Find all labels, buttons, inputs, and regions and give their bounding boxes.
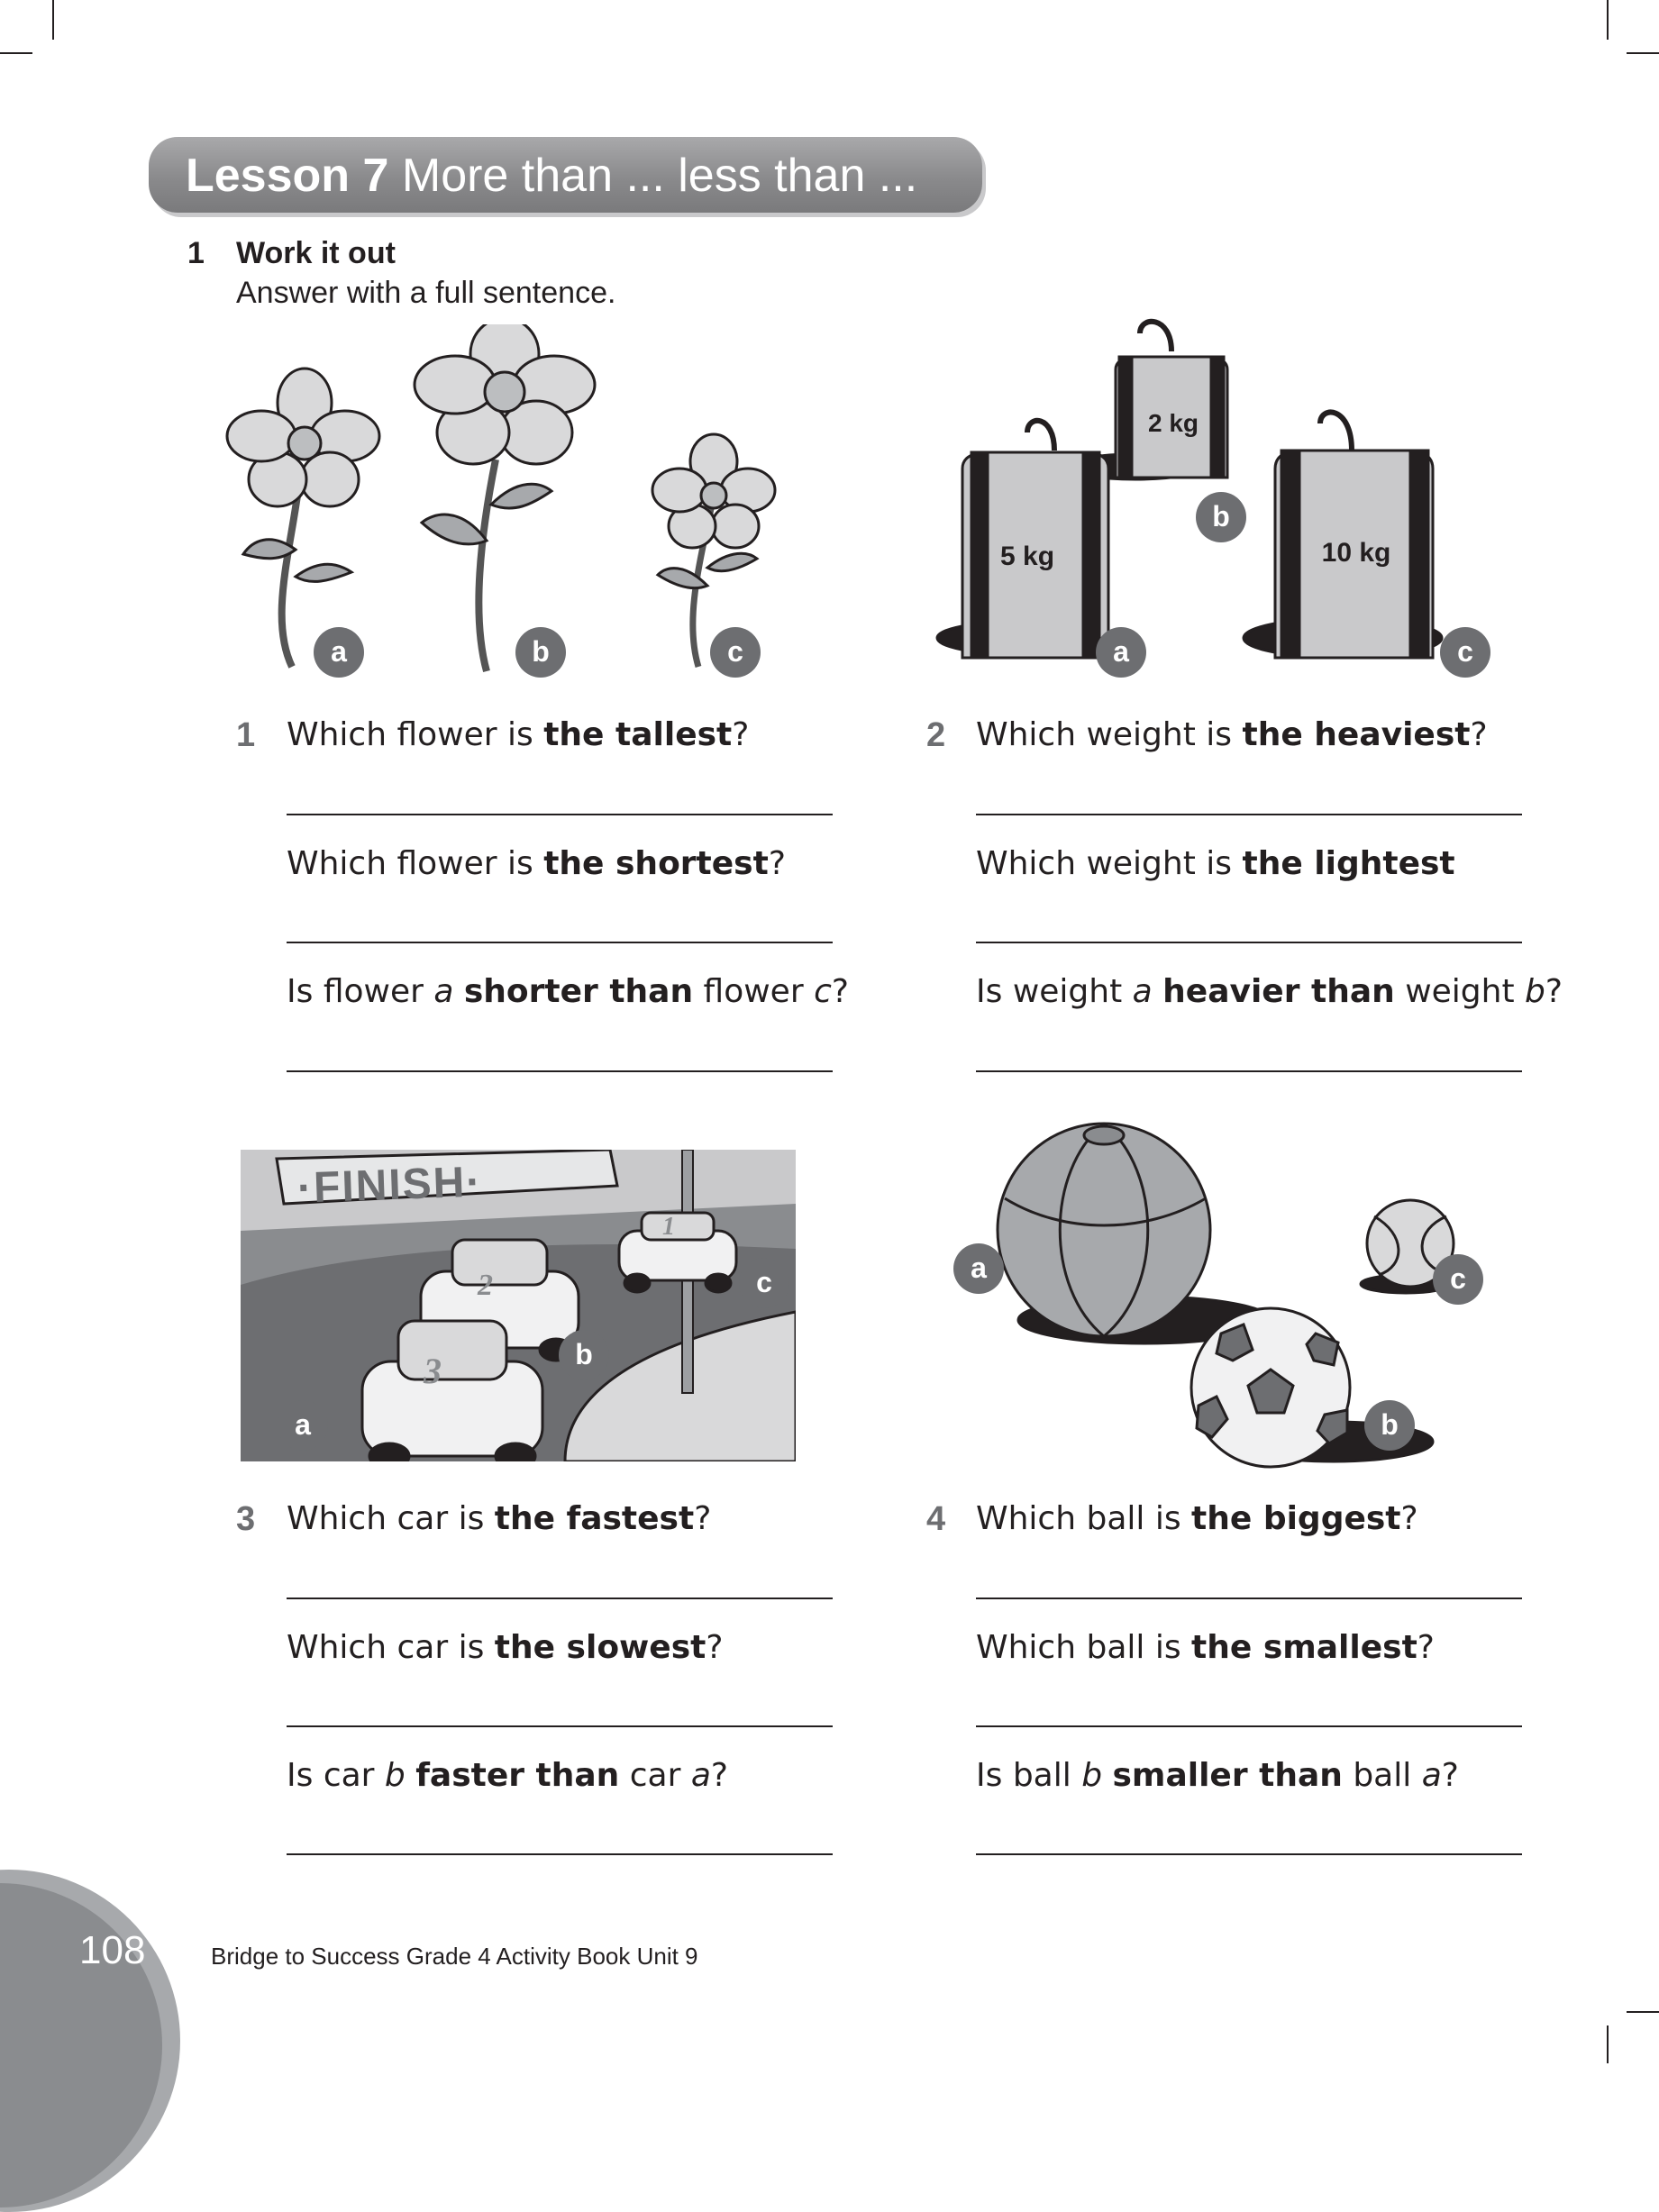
- emphasis-text: shorter than: [463, 973, 694, 1010]
- question-1-line-1: [287, 716, 749, 753]
- question-text: Is car: [287, 1757, 385, 1794]
- label-letter: a: [1421, 1757, 1442, 1794]
- weights-illustration: [919, 297, 1496, 676]
- question-text: [1102, 1757, 1112, 1794]
- label-letter: a: [690, 1757, 711, 1794]
- answer-line[interactable]: [287, 1853, 833, 1855]
- emphasis-text: smaller than: [1112, 1757, 1343, 1794]
- question-text: ?: [694, 1500, 712, 1537]
- crop-mark: [1627, 2011, 1659, 2013]
- page-number: 108: [79, 1928, 146, 1972]
- question-4-line-2: [976, 1629, 1435, 1666]
- question-2-line-2: [976, 845, 1455, 882]
- question-1-line-2: [287, 845, 786, 882]
- question-text: ?: [732, 716, 750, 753]
- emphasis-text: the shortest: [543, 845, 769, 882]
- flowers-illustration: [216, 324, 793, 685]
- footer-series: Bridge to Success: [211, 1943, 400, 1970]
- question-text: Which weight is: [976, 716, 1243, 753]
- answer-line[interactable]: [287, 1070, 833, 1072]
- question-text: ball: [1342, 1757, 1422, 1794]
- question-1-number: 1: [236, 716, 256, 754]
- car-a-label: a: [278, 1400, 328, 1451]
- question-4-number: 4: [926, 1500, 946, 1538]
- question-text: [1153, 973, 1162, 1010]
- answer-line[interactable]: [976, 1598, 1522, 1599]
- emphasis-text: faster than: [415, 1757, 620, 1794]
- crop-mark: [1627, 52, 1659, 54]
- label-letter: b: [384, 1757, 406, 1794]
- weight-a-marking: 5 kg: [999, 542, 1055, 571]
- weight-b-marking: 2 kg: [1147, 409, 1199, 437]
- label-letter: b: [1081, 1757, 1103, 1794]
- answer-line[interactable]: [287, 1598, 833, 1599]
- flower-a-label: a: [314, 627, 364, 678]
- weight-a-label: a: [1096, 627, 1146, 678]
- question-text: ?: [768, 845, 786, 882]
- footer-credit: [211, 1943, 698, 1971]
- question-text: Which flower is: [287, 716, 544, 753]
- weight-b-label: b: [1196, 492, 1246, 542]
- weight-c-label: c: [1440, 627, 1490, 678]
- footer-book: Grade 4 Activity Book Unit 9: [406, 1943, 698, 1970]
- question-text: Is weight: [976, 973, 1133, 1010]
- crop-mark: [1607, 0, 1609, 40]
- question-text: [453, 973, 463, 1010]
- answer-line[interactable]: [976, 1725, 1522, 1727]
- flower-b-label: b: [515, 627, 566, 678]
- emphasis-text: the slowest: [494, 1629, 706, 1666]
- question-text: Which car is: [287, 1629, 495, 1666]
- crop-mark: [52, 0, 54, 40]
- question-text: Which ball is: [976, 1500, 1192, 1537]
- crop-mark: [1607, 2025, 1609, 2063]
- question-text: flower: [693, 973, 815, 1010]
- exercise-instruction: Answer with a full sentence.: [236, 276, 616, 310]
- question-1-line-3: [287, 973, 849, 1010]
- question-text: ?: [831, 973, 849, 1010]
- label-letter: b: [1525, 973, 1545, 1010]
- label-letter: a: [1132, 973, 1153, 1010]
- question-3-line-1: [287, 1500, 711, 1537]
- question-4-line-1: [976, 1500, 1418, 1537]
- question-2-line-3: [976, 973, 1563, 1010]
- emphasis-text: the biggest: [1191, 1500, 1401, 1537]
- question-3-line-3: [287, 1757, 728, 1794]
- question-3-line-2: [287, 1629, 723, 1666]
- lesson-title: [186, 144, 917, 207]
- balls-illustration: [991, 1117, 1496, 1478]
- car-b-label: b: [559, 1330, 609, 1380]
- car-number-3: 3: [424, 1351, 442, 1391]
- question-text: ?: [1441, 1757, 1459, 1794]
- question-3-number: 3: [236, 1500, 256, 1538]
- question-text: Is ball: [976, 1757, 1082, 1794]
- label-letter: c: [814, 973, 832, 1010]
- answer-line[interactable]: [976, 814, 1522, 815]
- question-text: ?: [1470, 716, 1488, 753]
- question-text: Is flower: [287, 973, 434, 1010]
- exercise-title: Work it out: [236, 236, 396, 270]
- answer-line[interactable]: [976, 1853, 1522, 1855]
- emphasis-text: the tallest: [543, 716, 733, 753]
- answer-line[interactable]: [287, 814, 833, 815]
- weight-c-marking: 10 kg: [1321, 538, 1391, 568]
- question-2-number: 2: [926, 716, 946, 754]
- question-text: ?: [706, 1629, 724, 1666]
- question-text: ?: [710, 1757, 729, 1794]
- answer-line[interactable]: [287, 1725, 833, 1727]
- question-text: ?: [1400, 1500, 1418, 1537]
- crop-mark: [0, 52, 32, 54]
- label-letter: a: [433, 973, 454, 1010]
- answer-line[interactable]: [287, 942, 833, 943]
- question-text: [406, 1757, 415, 1794]
- car-number-1: 1: [662, 1213, 675, 1241]
- question-text: Which ball is: [976, 1629, 1192, 1666]
- lesson-label: Lesson 7: [186, 150, 389, 202]
- emphasis-text: the heaviest: [1242, 716, 1471, 753]
- ball-c-label: c: [1433, 1254, 1483, 1305]
- question-text: ?: [1417, 1629, 1435, 1666]
- emphasis-text: the smallest: [1191, 1629, 1417, 1666]
- lesson-heading: More than ... less than ...: [401, 150, 918, 202]
- question-text: weight: [1394, 973, 1526, 1010]
- car-c-label: c: [739, 1258, 789, 1308]
- ball-a-label: a: [953, 1243, 1004, 1294]
- exercise-number: 1: [187, 236, 205, 270]
- question-text: car: [619, 1757, 691, 1794]
- answer-line[interactable]: [976, 942, 1522, 943]
- question-text: Which flower is: [287, 845, 544, 882]
- question-text: Which weight is: [976, 845, 1243, 882]
- car-number-2: 2: [478, 1269, 493, 1302]
- emphasis-text: the fastest: [494, 1500, 695, 1537]
- emphasis-text: heavier than: [1162, 973, 1395, 1010]
- question-4-line-3: [976, 1757, 1459, 1794]
- finish-banner-text: ·FINISH·: [296, 1158, 484, 1213]
- answer-line[interactable]: [976, 1070, 1522, 1072]
- question-text: Which car is: [287, 1500, 495, 1537]
- question-2-line-1: [976, 716, 1488, 753]
- ball-b-label: b: [1364, 1400, 1415, 1451]
- flower-c-label: c: [710, 627, 761, 678]
- question-text: ?: [1545, 973, 1563, 1010]
- emphasis-text: the lightest: [1242, 845, 1455, 882]
